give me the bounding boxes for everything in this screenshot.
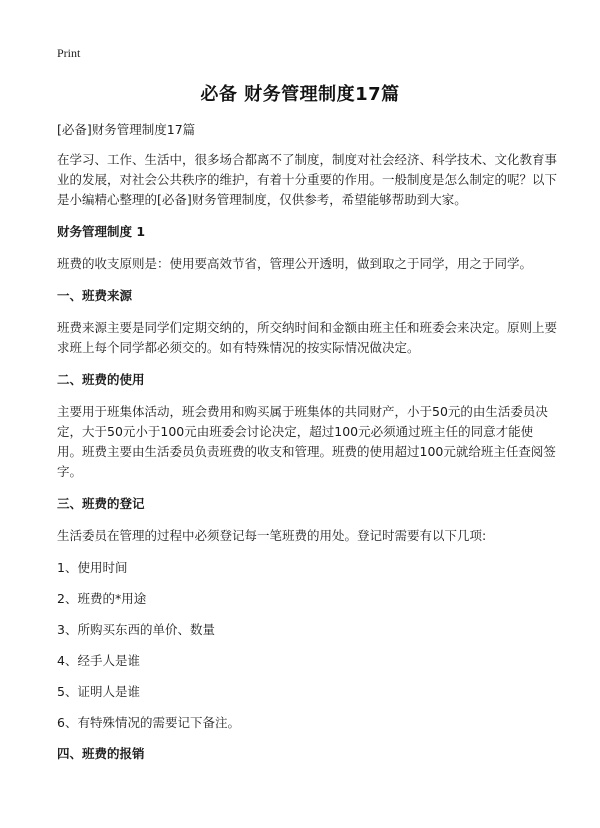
section-heading: 二、班费的使用 xyxy=(57,372,145,387)
document-subtitle: [必备]财务管理制度17篇 xyxy=(57,122,196,137)
list-item: 6、有特殊情况的需要记下备注。 xyxy=(57,715,240,730)
list-item: 5、证明人是谁 xyxy=(57,684,140,699)
page-title: 必备 财务管理制度17篇 xyxy=(200,84,400,105)
document-body xyxy=(57,120,557,776)
section-heading: 一、班费来源 xyxy=(57,288,133,303)
list-item: 4、经手人是谁 xyxy=(57,653,140,668)
list-item: 2、班费的*用途 xyxy=(57,591,147,606)
section-paragraph: 主要用于班集体活动，班会费用和购买属于班集体的共同财产，小于50元的由生活委员决定，大于50元小于100元由班委会讨论决定，超过100元必须通过班主任的同意才能使用。班费主要由生活委员负责班费的收支和管理。班费的使用超过100元就给班主任查阅签字。 xyxy=(57,404,556,479)
list-item: 3、所购买东西的单价、数量 xyxy=(57,622,215,637)
section-heading: 三、班费的登记 xyxy=(57,496,145,511)
section-paragraph: 班费来源主要是同学们定期交纳的，所交纳时间和金额由班主任和班委会来决定。原则上要求班上每个同学都必须交的。如有特殊情况的按实际情况做决定。 xyxy=(57,320,558,355)
list-item: 1、使用时间 xyxy=(57,560,128,575)
section-paragraph: 生活委员在管理的过程中必须登记每一笔班费的用处。登记时需要有以下几项: xyxy=(57,528,487,543)
print-label: Print xyxy=(57,46,81,60)
section-heading: 四、班费的报销 xyxy=(57,746,145,761)
intro-paragraph: 在学习、工作、生活中，很多场合都离不了制度，制度对社会经济、科学技术、文化教育事业的发展，对社会公共秩序的维护，有着十分重要的作用。一般制度是怎么制定的呢？以下是小编精心整理的[必备]财务管理制度，仅供参考，希望能够帮助到大家。 xyxy=(57,152,558,207)
section-heading: 财务管理制度 1 xyxy=(57,224,146,239)
section-paragraph: 班费的收支原则是：使用要高效节省，管理公开透明，做到取之于同学，用之于同学。 xyxy=(57,256,533,271)
